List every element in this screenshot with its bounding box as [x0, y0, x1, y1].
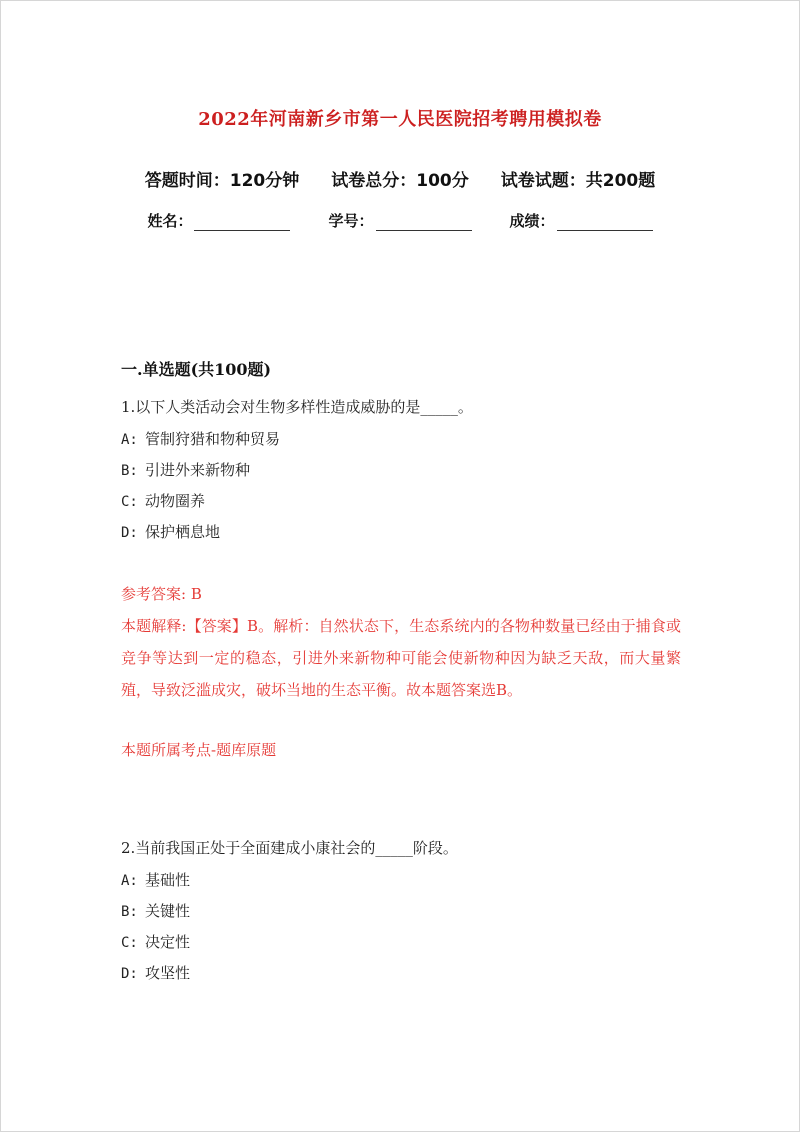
page-title: 2022年河南新乡市第一人民医院招考聘用模拟卷 [198, 109, 602, 130]
score-field [510, 210, 653, 231]
exam-meta-row [0, 166, 800, 191]
question-2 [121, 838, 458, 994]
option-d: D: 保护栖息地 [121, 523, 221, 541]
student-id-label: 学号： [328, 212, 374, 230]
question-1 [121, 397, 473, 553]
exam-time: 答题时间：120分钟 [144, 171, 300, 191]
name-blank [194, 216, 290, 231]
option-d: D: 攻坚性 [121, 964, 191, 982]
name-field [147, 210, 290, 231]
question-topic-tag: 本题所属考点-题库原题 [121, 741, 277, 759]
score-label: 成绩： [509, 212, 555, 230]
name-label: 姓名： [147, 212, 193, 230]
option-b: B: 引进外来新物种 [121, 461, 251, 479]
question-stem: 1.以下人类活动会对生物多样性造成威胁的是_____。 [121, 398, 473, 416]
option-a: A: 基础性 [121, 871, 191, 889]
student-id-blank [376, 216, 472, 231]
student-id-field [328, 210, 471, 231]
option-a: A: 管制狩猎和物种贸易 [121, 430, 281, 448]
question-stem: 2.当前我国正处于全面建成小康社会的_____阶段。 [121, 839, 458, 857]
option-b: B: 关键性 [121, 902, 191, 920]
exam-total-score: 试卷总分：100分 [331, 171, 469, 191]
candidate-info-row [0, 210, 800, 231]
option-c: C: 决定性 [121, 933, 191, 951]
reference-answer: 参考答案: B [121, 585, 202, 603]
answer-explanation: 本题解释:【答案】B。解析：自然状态下，生态系统内的各物种数量已经由于捕食或竞争等达到一定的稳态，引进外来新物种可能会使新物种因为缺乏天敌，而大量繁殖，导致泛滥成灾，破坏当地的生态平衡。故本题答案选B。 [121, 617, 681, 699]
answer-block-1 [121, 578, 681, 706]
exam-question-count: 试卷试题：共200题 [500, 171, 656, 191]
section-heading: 一.单选题(共100题) [121, 360, 272, 379]
score-blank [557, 216, 653, 231]
option-c: C: 动物圈养 [121, 492, 206, 510]
